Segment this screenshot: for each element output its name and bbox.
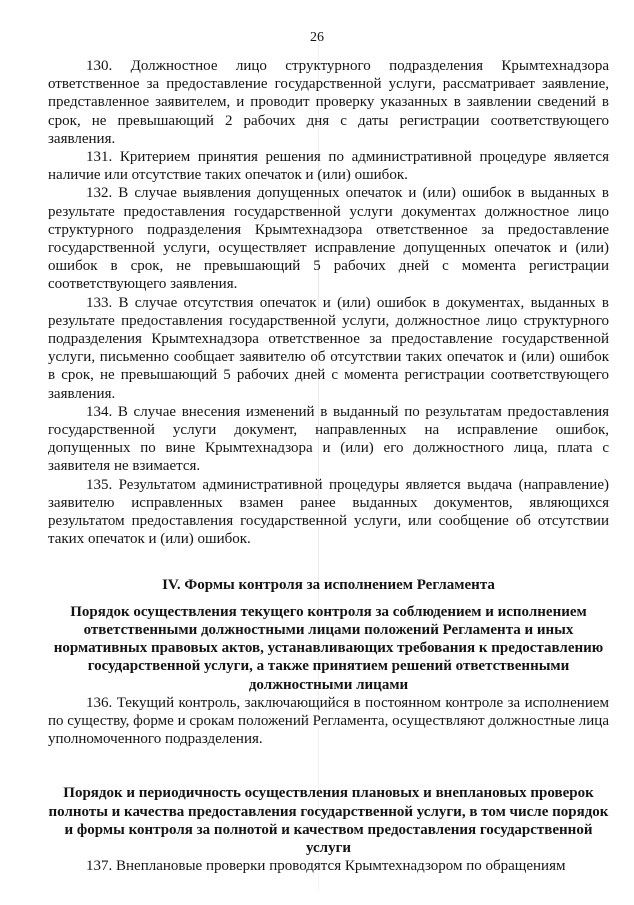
inspections-heading: Порядок и периодичность осуществления плановых и внеплановых проверок полноты и качества предоставления государственной услуги, в том числе порядок и формы контроля за полнотой и качеством предоставления государственной услуги (48, 785, 609, 856)
paragraph-137: 137. Внеплановые проверки проводятся Крымтехнадзором по обращениям (86, 858, 566, 875)
section-iv-title: IV. Формы контроля за исполнением Регламента (162, 577, 495, 594)
document-body (48, 57, 609, 875)
paragraph-130: 130. Должностное лицо структурного подразделения Крымтехнадзора ответственное за предоставление государственной услуги, рассматривает заявление, представленное заявителем, и проводит проверку указанных в заявлении сведений в срок, не превышающий 2 рабочих дня с даты регистрации соответствующего заявления. (48, 58, 609, 147)
paragraph-132: 132. В случае выявления допущенных опечаток и (или) ошибок в выданных в результате предоставления государственной услуги документах должностное лицо структурного подразделения Крымтехнадзора ответственное за предоставление государственной услуги, осуществляет исправление допущенных опечаток и (или) ошибок в срок, не превышающий 5 рабочих дней с момента регистрации соответствующего заявления. (48, 185, 609, 293)
current-control-heading: Порядок осуществления текущего контроля за соблюдением и исполнением ответственными должностными лицами положений Регламента и иных нормативных правовых актов, устанавливающих требования к предоставлению государственной услуги, а также принятием решений ответственными должностными лицами (53, 603, 604, 693)
paragraph-134: 134. В случае внесения изменений в выданный по результатам предоставления государственной услуги документ, направленных на исправление ошибок, допущенных по вине Крымтехнадзора и (или) его должностного лица, плата с заявителя не взимается. (48, 403, 609, 475)
paragraph-133: 133. В случае отсутствия опечаток и (или) ошибок в документах, выданных в результате предоставления государственной услуги, должностное лицо структурного подразделения Крымтехнадзора ответственное за предоставление государственной услуги, письменно сообщает заявителю об отсутствии таких опечаток и (или) ошибок в срок, не превышающий 5 рабочих дней с момента регистрации соответствующего заявления. (48, 294, 609, 402)
paragraph-131: 131. Критерием принятия решения по административной процедуре является наличие или отсутствие таких опечаток и (или) ошибок. (48, 149, 609, 184)
paragraph-135: 135. Результатом административной процедуры является выдача (направление) заявителю исправленных взамен ранее выданных документов, являющихся результатом предоставления государственной услуги, или сообщение об отсутствии таких опечаток и (или) ошибок. (48, 476, 609, 548)
paragraph-136: 136. Текущий контроль, заключающийся в постоянном контроле за исполнением по существу, форме и срокам положений Регламента, осуществляют должностные лица уполномоченного подразделения. (48, 694, 609, 748)
page-number: 26 (310, 30, 324, 45)
